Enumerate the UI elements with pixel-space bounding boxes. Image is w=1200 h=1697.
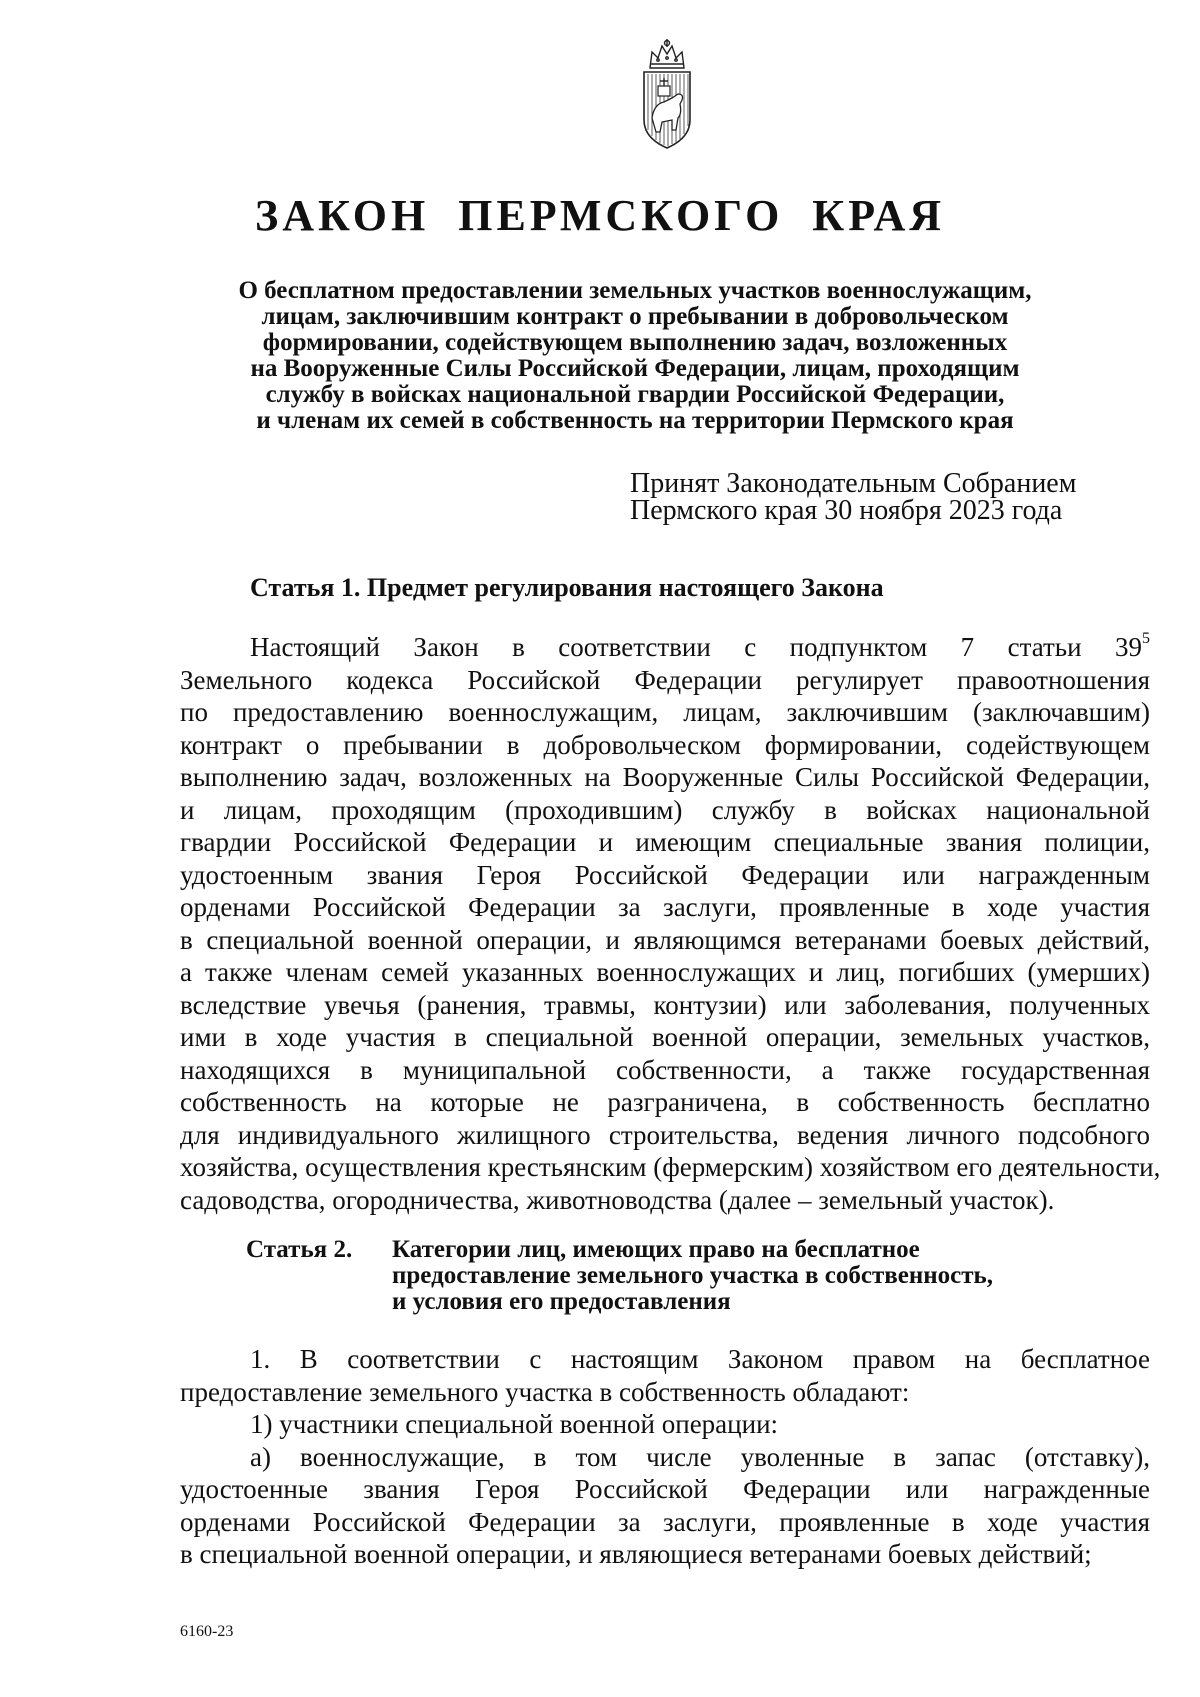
law-subtitle	[170, 278, 1100, 434]
paragraph-line: предоставление земельного участка в собственность обладают:	[180, 1376, 910, 1407]
paragraph-line: находящихся в муниципальной собственности, а также государственная	[180, 1054, 1150, 1085]
subtitle-line: О бесплатном предоставлении земельных участков военнослужащим,	[238, 277, 1032, 304]
heading-line: и условия его предоставления	[392, 1288, 731, 1315]
article-1-heading: Статья 1. Предмет регулирования настоящего Закона	[250, 573, 884, 602]
subtitle-line: и членам их семей в собственность на территории Пермского края	[256, 407, 1014, 434]
perm-krai-coat-of-arms-icon	[638, 38, 696, 150]
article-2-number: Статья 2.	[246, 1236, 353, 1263]
paragraph-line: а также членам семей указанных военнослужащих и лиц, погибших (умерших)	[180, 957, 1150, 987]
paragraph-line: для индивидуального жилищного строительства, ведения личного подсобного	[180, 1119, 1150, 1150]
paragraph-line	[180, 631, 1150, 664]
paragraph-line: а) военнослужащие, в том числе уволенные в запас (отставку),	[250, 1441, 1150, 1472]
paragraph-line: гвардии Российской Федерации и имеющим специальные звания полиции,	[180, 827, 1150, 857]
article-1-first-line-text: Настоящий Закон в соответствии с подпунктом 7 статьи 39	[250, 632, 1142, 662]
paragraph-line: орденами Российской Федерации за заслуги, проявленные в ходе участия	[180, 1506, 1150, 1537]
article-2-title	[392, 1237, 993, 1315]
paragraph-line: орденами Российской Федерации за заслуги, проявленные в ходе участия	[180, 892, 1150, 922]
paragraph-line: в специальной военной операции, и являющимся ветеранами боевых действий,	[180, 924, 1150, 955]
adoption-line: Пермского края 30 ноября 2023 года	[630, 495, 1063, 526]
document-number: 6160-23	[180, 1623, 234, 1640]
article-2-body	[180, 1343, 1150, 1571]
subtitle-line: лицам, заключившим контракт о пребывании в добровольческом	[261, 303, 1009, 330]
subtitle-line: формировании, содействующем выполнению задач, возложенных	[262, 329, 1008, 356]
adoption-line: Принят Законодательным Собранием	[630, 468, 1077, 499]
paragraph-line: садоводства, огородничества, животноводства (далее – земельный участок).	[180, 1184, 1055, 1215]
paragraph-line: собственность на которые не разграничена, в собственность бесплатно	[180, 1087, 1150, 1117]
paragraph-line: контракт о пребывании в добровольческом формировании, содействующем	[180, 729, 1150, 760]
paragraph-line: и лицам, проходящим (проходившим) службу в войсках национальной	[180, 794, 1150, 825]
paragraph-line: удостоенные звания Героя Российской Федерации или награжденные	[180, 1474, 1150, 1504]
heading-line: предоставление земельного участка в собственность,	[392, 1262, 993, 1289]
subtitle-line: службу в войсках национальной гвардии Российской Федерации,	[265, 381, 1005, 408]
paragraph-line: 1. В соответствии с настоящим Законом правом на бесплатное	[250, 1344, 1150, 1374]
paragraph-line: выполнению задач, возложенных на Вооруженные Силы Российской Федерации,	[180, 762, 1150, 792]
paragraph-line: ими в ходе участия в специальной военной операции, земельных участков,	[180, 1022, 1150, 1052]
law-title: ЗАКОН ПЕРМСКОГО КРАЯ	[254, 191, 946, 240]
paragraph-line: Земельного кодекса Российской Федерации регулирует правоотношения	[180, 664, 1150, 695]
adoption-note	[630, 470, 1076, 524]
paragraph-line: 1) участники специальной военной операции:	[250, 1409, 779, 1439]
paragraph-line: удостоенным звания Героя Российской Федерации или награжденным	[180, 859, 1150, 890]
heading-line: Категории лиц, имеющих право на бесплатное	[392, 1236, 920, 1263]
paragraph-line: вследствие увечья (ранения, травмы, контузии) или заболевания, полученных	[180, 989, 1150, 1020]
paragraph-line: по предоставлению военнослужащим, лицам, заключившим (заключавшим)	[180, 697, 1150, 727]
article-1-body	[180, 630, 1161, 1216]
superscript: 5	[1142, 630, 1150, 647]
paragraph-line: в специальной военной операции, и являющиеся ветеранами боевых действий;	[180, 1539, 1092, 1569]
paragraph-line: хозяйства, осуществления крестьянским (фермерским) хозяйством его деятельности,	[180, 1152, 1161, 1182]
subtitle-line: на Вооруженные Силы Российской Федерации, лицам, проходящим	[250, 355, 1020, 382]
